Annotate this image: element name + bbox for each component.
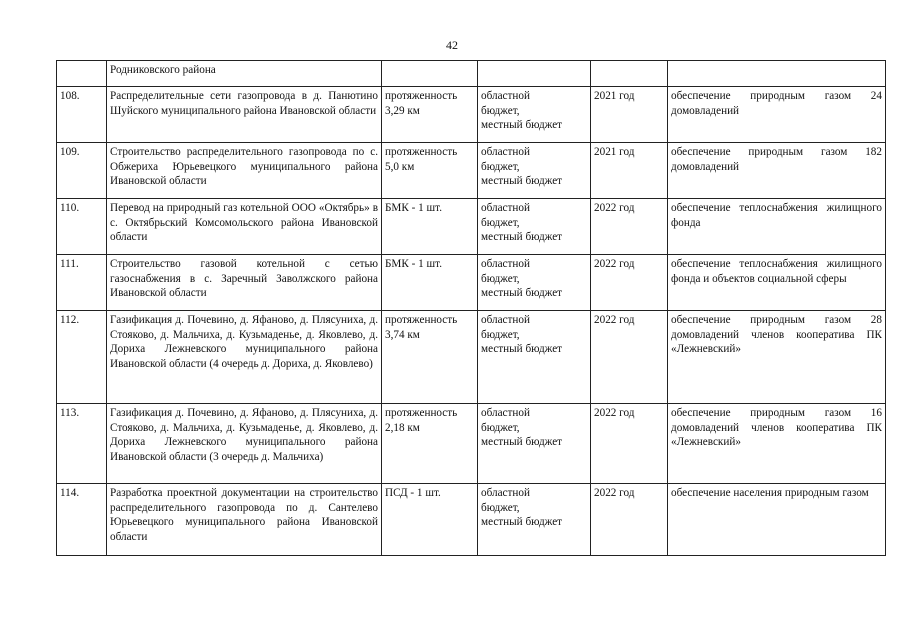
project-name-cell: Разработка проектной документации на строительство распределительного газопровода по д. Сантелево Юрьевецкого муниципального района Ивановской области <box>107 484 382 556</box>
funding-line: областной <box>481 202 530 214</box>
result-cell: обеспечение природным газом 24 домовладений <box>668 87 886 143</box>
capacity-cell: ПСД - 1 шт. <box>382 484 478 556</box>
funding-line: местный бюджет <box>481 436 563 448</box>
year-cell: 2021 год <box>591 87 668 143</box>
funding-cell <box>478 404 591 484</box>
funding-line: областной <box>481 146 530 158</box>
funding-line: местный бюджет <box>481 231 563 243</box>
funding-line: бюджет, <box>481 272 520 285</box>
funding-line: бюджет, <box>481 328 520 341</box>
year-cell: 2022 год <box>591 199 668 255</box>
row-number-cell: 112. <box>57 311 107 404</box>
row-number-cell: 108. <box>57 87 107 143</box>
year-cell: 2022 год <box>591 255 668 311</box>
result-cell: обеспечение теплоснабжения жилищного фонда <box>668 199 886 255</box>
projects-table-body <box>57 61 886 556</box>
capacity-cell: протяженность 3,74 км <box>382 311 478 404</box>
table-row <box>57 143 886 199</box>
project-name-cell: Строительство распределительного газопровода по с. Обжериха Юрьевецкого муниципального района Ивановской области <box>107 143 382 199</box>
page-number: 42 <box>446 38 458 52</box>
funding-line: местный бюджет <box>481 119 563 131</box>
funding-line: местный бюджет <box>481 343 563 355</box>
projects-table <box>56 60 886 556</box>
funding-line: областной <box>481 258 530 270</box>
continuation-row <box>57 61 886 87</box>
table-row <box>57 484 886 556</box>
table-row <box>57 404 886 484</box>
funding-line: местный бюджет <box>481 516 563 528</box>
project-name-cell: Распределительные сети газопровода в д. Панютино Шуйского муниципального района Ивановской области <box>107 87 382 143</box>
result-cell: обеспечение теплоснабжения жилищного фонда и объектов социальной сферы <box>668 255 886 311</box>
project-name-cell: Строительство газовой котельной с сетью газоснабжения в с. Заречный Заволжского района Ивановской области <box>107 255 382 311</box>
project-name-cell: Газификация д. Почевино, д. Яфаново, д. Плясуниха, д. Стояково, д. Мальчиха, д. Кузьмаденье, д. Яковлево, д. Дориха Лежневского муниципального района Ивановской области (3 очередь д. Мальчиха) <box>107 404 382 484</box>
funding-line: областной <box>481 487 530 499</box>
year-cell: 2022 год <box>591 404 668 484</box>
capacity-cell: протяженность 5,0 км <box>382 143 478 199</box>
row-number-cell: 113. <box>57 404 107 484</box>
table-row <box>57 311 886 404</box>
row-number-cell <box>57 61 107 87</box>
project-name-cell: Перевод на природный газ котельной ООО «Октябрь» в с. Октябрьский Комсомольского района Ивановской области <box>107 199 382 255</box>
funding-line: местный бюджет <box>481 287 563 299</box>
capacity-cell <box>382 61 478 87</box>
result-cell: обеспечение населения природным газом <box>668 484 886 556</box>
project-name-cell: Газификация д. Почевино, д. Яфаново, д. Плясуниха, д. Стояково, д. Мальчиха, д. Кузьмаденье, д. Яковлево, д. Дориха Лежневского муниципального района Ивановской области (4 очередь д. Дориха, д. Яковлево) <box>107 311 382 404</box>
funding-line: бюджет, <box>481 160 520 173</box>
year-cell: 2021 год <box>591 143 668 199</box>
capacity-cell: БМК - 1 шт. <box>382 199 478 255</box>
result-cell <box>668 61 886 87</box>
funding-cell <box>478 255 591 311</box>
funding-cell <box>478 87 591 143</box>
funding-line: областной <box>481 314 530 326</box>
row-number-cell: 111. <box>57 255 107 311</box>
funding-cell <box>478 311 591 404</box>
table-row <box>57 255 886 311</box>
result-cell: обеспечение природным газом 182 домовладений <box>668 143 886 199</box>
capacity-cell: протяженность 2,18 км <box>382 404 478 484</box>
year-cell <box>591 61 668 87</box>
result-cell: обеспечение природным газом 28 домовладений членов кооператива ПК «Лежневский» <box>668 311 886 404</box>
table-row <box>57 199 886 255</box>
row-number-cell: 109. <box>57 143 107 199</box>
year-cell: 2022 год <box>591 484 668 556</box>
year-cell: 2022 год <box>591 311 668 404</box>
funding-line: бюджет, <box>481 421 520 434</box>
funding-cell <box>478 199 591 255</box>
row-number-cell: 110. <box>57 199 107 255</box>
row-number-cell: 114. <box>57 484 107 556</box>
funding-cell <box>478 143 591 199</box>
table-row <box>57 87 886 143</box>
funding-line: местный бюджет <box>481 175 563 187</box>
funding-cell <box>478 484 591 556</box>
result-cell: обеспечение природным газом 16 домовладений членов кооператива ПК «Лежневский» <box>668 404 886 484</box>
capacity-cell: БМК - 1 шт. <box>382 255 478 311</box>
funding-line: областной <box>481 407 530 419</box>
capacity-cell: протяженность 3,29 км <box>382 87 478 143</box>
project-name-cell: Родниковского района <box>107 61 382 87</box>
funding-cell <box>478 61 591 87</box>
funding-line: бюджет, <box>481 501 520 514</box>
funding-line: бюджет, <box>481 216 520 229</box>
funding-line: бюджет, <box>481 104 520 117</box>
funding-line: областной <box>481 90 530 102</box>
